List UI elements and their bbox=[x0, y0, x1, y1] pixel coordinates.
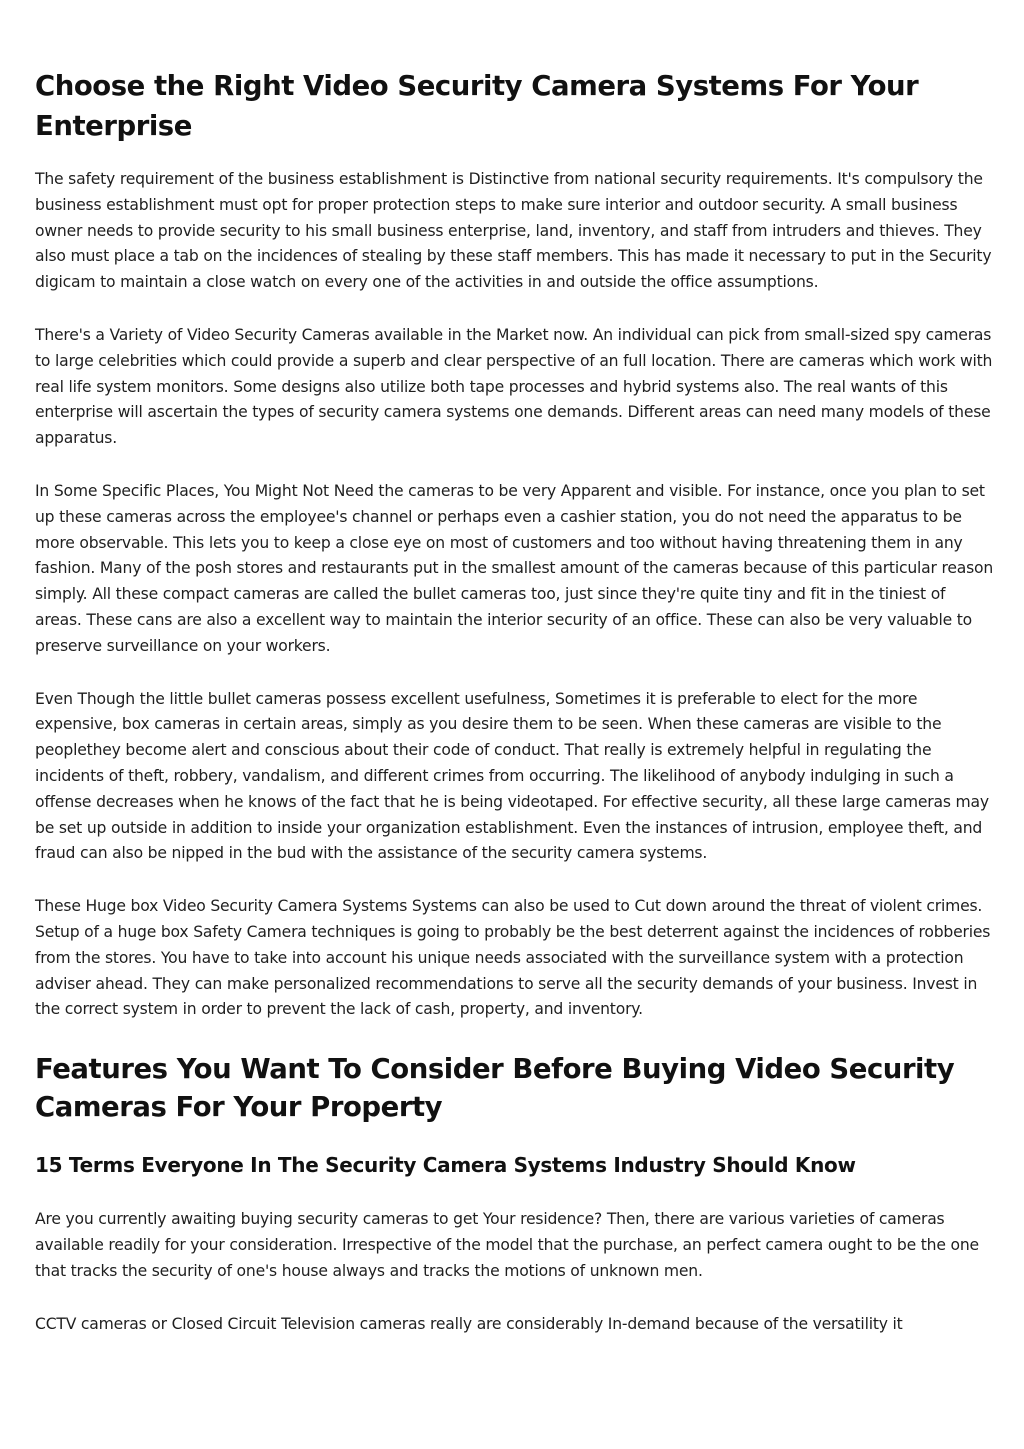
article-title: Choose the Right Video Security Camera Systems For Your Enterprise bbox=[35, 70, 919, 142]
section-2-subtitle: 15 Terms Everyone In The Security Camera Systems Industry Should Know bbox=[35, 1153, 856, 1178]
paragraph-2: There's a Variety of Video Security Cameras available in the Market now. An individual can pick from small-sized spy cameras to large celebrities which could provide a superb and clear perspective of an full location. There are cameras which work with real life system monitors. Some designs also utilize both tape processes and hybrid systems also. The real wants of this enterprise will ascertain the types of security camera systems one demands. Different areas can need many models of these apparatus. bbox=[35, 325, 993, 448]
paragraph-5: These Huge box Video Security Camera Systems Systems can also be used to Cut down around the threat of violent crimes. Setup of a huge box Safety Camera techniques is going to probably be the best deterrent against the incidences of robberies from the stores. You have to take into account his unique needs associated with the surveillance system with a protection adviser ahead. They can make personalized recommendations to serve all the security demands of your business. Invest in the correct system in order to prevent the lack of cash, property, and inventory. bbox=[35, 897, 991, 1019]
paragraph-4: Even Though the little bullet cameras possess excellent usefulness, Sometimes it is preferable to elect for the more expensive, box cameras in certain areas, simply as you desire them to be seen. When these cameras are visible to the peoplethey become alert and conscious about their code of conduct. That really is extremely helpful in regulating the incidents of theft, robbery, vandalism, and different crimes from occurring. The likelihood of anybody indulging in such a offense decreases when he knows of the fact that he is being videotaped. For effective security, all these large cameras may be set up outside in addition to inside your organization establishment. Even the instances of intrusion, employee theft, and fraud can also be nipped in the bud with the assistance of the security camera systems. bbox=[35, 689, 989, 863]
section-2-title: Features You Want To Consider Before Buying Video Security Cameras For Your Property bbox=[35, 1053, 955, 1124]
document-page bbox=[35, 56, 995, 1364]
paragraph-3: In Some Specific Places, You Might Not Need the cameras to be very Apparent and visible. For instance, once you plan to set up these cameras across the employee's channel or perhaps even a cashier station, you do not need the apparatus to be more observable. This lets you to keep a close eye on most of customers and too without having threatening them in any fashion. Many of the posh stores and restaurants put in the smallest amount of the cameras because of this particular reason simply. All these compact cameras are called the bullet cameras too, just since they're quite tiny and fit in the tiniest of areas. These cans are also a excellent way to maintain the interior security of an office. These can also be very valuable to preserve surveillance on your workers. bbox=[35, 481, 994, 655]
paragraph-1: The safety requirement of the business establishment is Distinctive from national security requirements. It's compulsory the business establishment must opt for proper protection steps to make sure interior and outdoor security. A small business owner needs to provide security to his small business enterprise, land, inventory, and staff from intruders and thieves. They also must place a tab on the incidences of stealing by these staff members. This has made it necessary to put in the Security digicam to maintain a close watch on every one of the activities in and outside the office assumptions. bbox=[35, 170, 992, 292]
paragraph-7: CCTV cameras or Closed Circuit Television cameras really are considerably In-demand because of the versatility it bbox=[35, 1314, 903, 1333]
paragraph-6: Are you currently awaiting buying security cameras to get Your residence? Then, there are various varieties of cameras available readily for your consideration. Irrespective of the model that the purchase, an perfect camera ought to be the one that tracks the security of one's house always and tracks the motions of unknown men. bbox=[35, 1210, 979, 1280]
